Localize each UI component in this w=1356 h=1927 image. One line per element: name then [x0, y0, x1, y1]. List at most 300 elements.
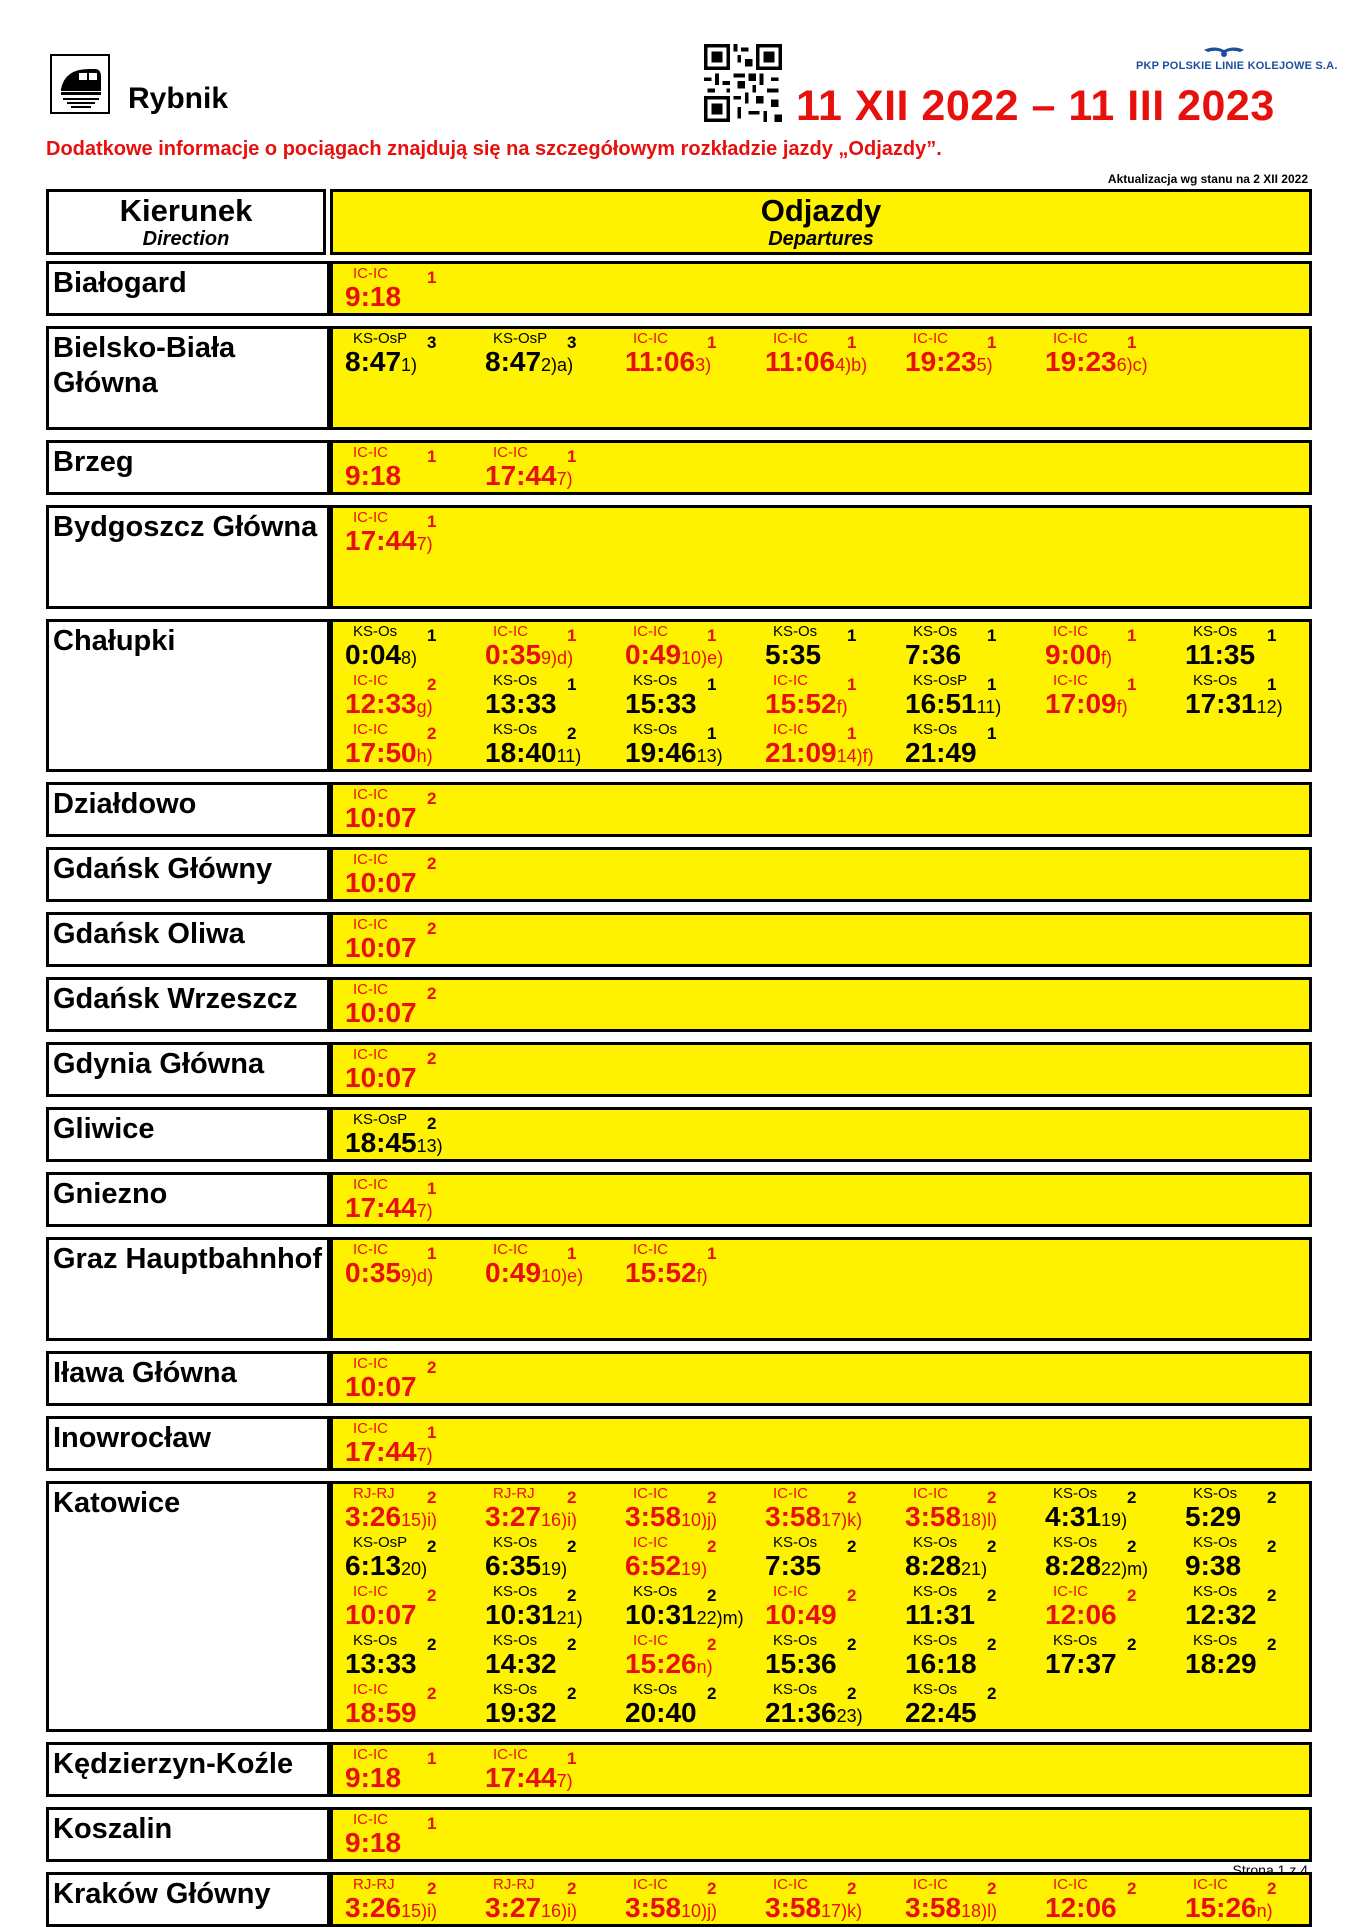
train-category: KS-Os: [353, 1632, 398, 1649]
departure-time-wrap: [905, 1550, 987, 1585]
footnote-marker: 8): [401, 648, 418, 668]
departure-entry: [337, 331, 477, 379]
departure-entry: [757, 1877, 897, 1925]
departure-time: 10:07: [345, 1599, 417, 1630]
platform-number: 1: [427, 447, 437, 466]
train-category: IC-IC: [773, 1485, 808, 1502]
platform-number: 1: [567, 1244, 577, 1263]
destination-name: Gdańsk Oliwa: [53, 918, 245, 950]
platform-number: 1: [427, 1749, 437, 1768]
update-date: Aktualizacja wg stanu na 2 XII 2022: [1107, 172, 1308, 186]
departure-time: 10:49: [765, 1599, 837, 1630]
departure-entry: [477, 1242, 617, 1290]
departure-entry: [1177, 624, 1317, 672]
departure-time: 12:33: [345, 688, 417, 719]
departure-time: 3:58: [625, 1501, 682, 1532]
departure-time: 17:09: [1045, 688, 1117, 719]
departure-time-wrap: [1185, 1550, 1241, 1585]
departure-entry: [477, 624, 617, 672]
departure-entry: [337, 1682, 477, 1730]
footnote-marker: 5): [976, 355, 993, 375]
footnote-marker: h): [416, 746, 433, 766]
departure-entry: [337, 510, 477, 558]
platform-number: 1: [707, 724, 717, 743]
train-category: KS-Os: [1193, 1583, 1238, 1600]
departure-entry: [477, 1535, 617, 1583]
departure-entry: [477, 1682, 617, 1730]
departure-time: 15:26: [625, 1648, 697, 1679]
train-category: KS-Os: [1053, 1534, 1098, 1551]
departure-time: 10:07: [345, 802, 417, 833]
train-category: KS-Os: [913, 721, 958, 738]
departure-time: 9:18: [345, 460, 402, 491]
company-name: PKP POLSKIE LINIE KOLEJOWE S.A.: [1136, 60, 1338, 72]
departure-entry: [617, 1633, 757, 1681]
platform-number: 1: [707, 1244, 717, 1263]
departure-time: 3:58: [905, 1892, 962, 1923]
departure-time: 17:31: [1185, 688, 1257, 719]
departure-entry: [1037, 331, 1177, 379]
departure-entry: [337, 852, 477, 900]
departure-time-wrap: [485, 639, 573, 674]
departure-time-wrap: [765, 1892, 862, 1927]
departure-time: 5:35: [765, 639, 822, 670]
departure-time: 3:27: [485, 1892, 542, 1923]
train-category: IC-IC: [633, 1241, 668, 1258]
platform-number: 2: [427, 984, 437, 1003]
train-category: IC-IC: [353, 1176, 388, 1193]
train-category: KS-Os: [773, 1632, 818, 1649]
platform-number: 2: [567, 1635, 577, 1654]
departure-time: 15:36: [765, 1648, 837, 1679]
departure-time: 12:06: [1045, 1599, 1117, 1630]
departure-time: 17:37: [1045, 1648, 1117, 1679]
platform-number: 3: [567, 333, 577, 352]
footnote-marker: 11): [556, 746, 582, 766]
platform-number: 2: [1267, 1586, 1277, 1605]
departure-time-wrap: [345, 1827, 401, 1862]
departure-time-wrap: [1045, 1550, 1148, 1585]
train-category: IC-IC: [773, 1876, 808, 1893]
platform-number: 1: [1127, 333, 1137, 352]
destination-name: Gdynia Główna: [53, 1048, 265, 1080]
departures-label-en: Departures: [768, 228, 874, 250]
departure-time-wrap: [345, 1697, 417, 1732]
info-notice: Dodatkowe informacje o pociągach znajdują się na szczegółowym rozkładzie jazdy „Odjazdy”.: [46, 138, 942, 160]
departure-time: 15:33: [625, 688, 697, 719]
departure-time: 3:26: [345, 1501, 402, 1532]
destination-name: Gniezno: [53, 1178, 168, 1210]
footnote-marker: 13): [416, 1136, 443, 1156]
departure-time: 12:06: [1045, 1892, 1117, 1923]
train-category: KS-OsP: [353, 330, 408, 347]
footnote-marker: 12): [1256, 697, 1283, 717]
train-category: IC-IC: [353, 1746, 388, 1763]
departure-time-wrap: [625, 1550, 707, 1585]
train-category: RJ-RJ: [353, 1876, 395, 1893]
footnote-marker: 3): [695, 355, 712, 375]
train-category: IC-IC: [913, 330, 948, 347]
departure-entry: [897, 624, 1037, 672]
departure-entry: [897, 1535, 1037, 1583]
platform-number: 1: [987, 333, 997, 352]
train-category: IC-IC: [633, 1485, 668, 1502]
train-category: KS-Os: [913, 623, 958, 640]
departure-time: 12:32: [1185, 1599, 1257, 1630]
destination-name: Inowrocław: [53, 1422, 211, 1454]
train-category: IC-IC: [353, 721, 388, 738]
destination-cell: [46, 1107, 330, 1162]
departures-cell: [330, 1481, 1312, 1732]
train-category: KS-Os: [633, 672, 678, 689]
departure-time-wrap: [345, 1762, 401, 1797]
departure-entry: [1037, 1584, 1177, 1632]
departure-time: 17:44: [345, 525, 417, 556]
platform-number: 1: [847, 675, 857, 694]
departure-time-wrap: [345, 688, 433, 723]
train-category: KS-OsP: [353, 1534, 408, 1551]
departure-entry: [1177, 1486, 1317, 1534]
destination-name: Iława Główna: [53, 1357, 237, 1389]
train-category: IC-IC: [1053, 1876, 1088, 1893]
train-category: KS-Os: [913, 1632, 958, 1649]
destination-cell: [46, 326, 330, 430]
train-category: IC-IC: [1193, 1876, 1228, 1893]
destination-cell: [46, 1351, 330, 1406]
destination-cell: [46, 1872, 330, 1927]
departure-entry: [337, 445, 477, 493]
qr-code: [704, 44, 782, 122]
train-category: RJ-RJ: [493, 1876, 535, 1893]
footnote-marker: 7): [416, 1445, 433, 1465]
departure-time-wrap: [765, 639, 821, 674]
departure-entry: [337, 1177, 477, 1225]
departures-cell: [330, 440, 1312, 495]
train-category: KS-Os: [353, 623, 398, 640]
departure-time-wrap: [765, 1648, 837, 1683]
departure-time-wrap: [485, 1599, 583, 1634]
footnote-marker: 10)j): [681, 1510, 718, 1530]
platform-number: 2: [847, 1488, 857, 1507]
departure-entry: [1037, 624, 1177, 672]
departure-entry: [617, 722, 757, 770]
departure-entry: [477, 1877, 617, 1925]
train-category: KS-Os: [773, 623, 818, 640]
departure-time: 0:35: [485, 639, 542, 670]
departure-time: 11:31: [905, 1599, 976, 1630]
platform-number: 2: [427, 1358, 437, 1377]
destination-name: Brzeg: [53, 446, 134, 478]
departure-time: 19:46: [625, 737, 697, 768]
train-category: IC-IC: [353, 981, 388, 998]
departure-time: 9:38: [1185, 1550, 1242, 1581]
departure-time: 21:36: [765, 1697, 837, 1728]
platform-number: 2: [987, 1537, 997, 1556]
departure-time: 16:51: [905, 688, 977, 719]
departures-label: Odjazdy: [760, 193, 882, 228]
departure-time: 19:23: [905, 346, 977, 377]
train-category: IC-IC: [353, 1241, 388, 1258]
departure-time: 15:52: [625, 1257, 697, 1288]
platform-number: 1: [427, 512, 437, 531]
train-category: IC-IC: [1053, 330, 1088, 347]
departure-time: 3:27: [485, 1501, 542, 1532]
departure-entry: [1037, 1535, 1177, 1583]
destination-name: Gdańsk Główny: [53, 853, 273, 885]
departure-time-wrap: [485, 1257, 583, 1292]
platform-number: 1: [1267, 626, 1277, 645]
departure-time: 18:29: [1185, 1648, 1257, 1679]
departure-entry: [1037, 1877, 1177, 1925]
departure-time: 8:28: [1045, 1550, 1102, 1581]
train-category: IC-IC: [353, 1355, 388, 1372]
departure-time: 0:49: [485, 1257, 542, 1288]
platform-number: 2: [1127, 1488, 1137, 1507]
platform-number: 1: [987, 724, 997, 743]
departure-time-wrap: [1045, 639, 1112, 674]
footnote-marker: n): [1256, 1901, 1273, 1921]
departure-time: 19:23: [1045, 346, 1117, 377]
departures-cell: [330, 326, 1312, 430]
departure-entry: [617, 1584, 757, 1632]
footnote-marker: 16)i): [541, 1510, 578, 1530]
platform-number: 2: [707, 1537, 717, 1556]
departure-time: 10:07: [345, 1062, 417, 1093]
departures-cell: [330, 1237, 1312, 1341]
departures-cell: [330, 912, 1312, 967]
departure-time: 8:28: [905, 1550, 962, 1581]
departure-time-wrap: [485, 1892, 577, 1927]
departures-cell: [330, 1807, 1312, 1862]
train-category: KS-Os: [1193, 1485, 1238, 1502]
footnote-marker: 22)m): [696, 1608, 744, 1628]
platform-number: 1: [1127, 675, 1137, 694]
departure-time: 11:06: [625, 346, 696, 377]
platform-number: 1: [707, 626, 717, 645]
train-category: IC-IC: [913, 1485, 948, 1502]
train-category: IC-IC: [493, 444, 528, 461]
destination-cell: [46, 261, 330, 316]
departure-time-wrap: [1045, 346, 1148, 381]
footnote-marker: 19): [1101, 1510, 1128, 1530]
departure-time: 9:18: [345, 281, 402, 312]
departure-time-wrap: [345, 932, 417, 967]
train-category: KS-Os: [773, 1534, 818, 1551]
platform-number: 1: [427, 1423, 437, 1442]
train-logo: [50, 54, 110, 114]
train-category: IC-IC: [353, 1583, 388, 1600]
platform-number: 1: [567, 626, 577, 645]
departure-time-wrap: [1185, 1648, 1257, 1683]
platform-number: 2: [847, 1586, 857, 1605]
departure-entry: [477, 445, 617, 493]
departure-entry: [337, 1747, 477, 1795]
departure-entry: [337, 1047, 477, 1095]
validity-period: 11 XII 2022 – 11 III 2023: [796, 82, 1275, 130]
departure-entry: [757, 1584, 897, 1632]
destination-cell: [46, 1237, 330, 1341]
train-category: KS-Os: [633, 1681, 678, 1698]
departure-time: 22:45: [905, 1697, 977, 1728]
departure-time-wrap: [765, 346, 867, 381]
departure-time-wrap: [625, 737, 723, 772]
departures-cell: [330, 619, 1312, 772]
departure-entry: [1037, 1633, 1177, 1681]
departure-time-wrap: [1185, 639, 1255, 674]
destination-cell: [46, 1042, 330, 1097]
departure-entry: [897, 722, 1037, 770]
departure-time-wrap: [905, 1648, 977, 1683]
departure-entry: [337, 1877, 477, 1925]
departure-time: 4:31: [1045, 1501, 1102, 1532]
train-icon: [55, 59, 105, 109]
departure-entry: [617, 1682, 757, 1730]
departure-time: 10:07: [345, 932, 417, 963]
departure-time: 3:26: [345, 1892, 402, 1923]
departures-cell: [330, 1351, 1312, 1406]
footnote-marker: g): [416, 697, 433, 717]
destination-cell: [46, 782, 330, 837]
platform-number: 2: [567, 1586, 577, 1605]
departure-time-wrap: [765, 1697, 863, 1732]
departure-time-wrap: [905, 639, 961, 674]
destination-cell: [46, 505, 330, 609]
departure-time-wrap: [485, 1648, 557, 1683]
departure-time: 20:40: [625, 1697, 697, 1728]
departure-time-wrap: [345, 1127, 443, 1162]
departure-entry: [897, 1584, 1037, 1632]
footnote-marker: 15)i): [401, 1510, 438, 1530]
platform-number: 2: [847, 1684, 857, 1703]
departure-entry: [897, 331, 1037, 379]
train-category: IC-IC: [633, 1876, 668, 1893]
station-name: Rybnik: [128, 82, 229, 115]
departure-entry: [757, 722, 897, 770]
destination-cell: [46, 1172, 330, 1227]
departure-time: 10:07: [345, 1371, 417, 1402]
platform-number: 2: [567, 1537, 577, 1556]
departure-time-wrap: [345, 281, 401, 316]
platform-number: 2: [427, 675, 437, 694]
train-category: IC-IC: [353, 786, 388, 803]
footnote-marker: 19): [541, 1559, 568, 1579]
departure-entry: [617, 624, 757, 672]
destination-name: Katowice: [53, 1487, 181, 1519]
train-category: KS-Os: [493, 672, 538, 689]
destination-cell: [46, 1742, 330, 1797]
platform-number: 2: [427, 724, 437, 743]
departure-time-wrap: [345, 802, 417, 837]
departure-time: 11:06: [765, 346, 836, 377]
platform-number: 1: [987, 675, 997, 694]
platform-number: 2: [1267, 1537, 1277, 1556]
departure-time: 9:18: [345, 1827, 402, 1858]
departure-entry: [1177, 1633, 1317, 1681]
footnote-marker: f): [1116, 697, 1128, 717]
destination-cell: [46, 619, 330, 772]
platform-number: 1: [427, 626, 437, 645]
departure-entry: [617, 1535, 757, 1583]
platform-number: 2: [707, 1586, 717, 1605]
departures-cell: [330, 782, 1312, 837]
departure-time-wrap: [1185, 1599, 1257, 1634]
direction-label-en: Direction: [142, 228, 230, 250]
departure-time-wrap: [765, 688, 848, 723]
departure-entry: [337, 787, 477, 835]
departure-entry: [757, 1486, 897, 1534]
footnote-marker: 6)c): [1116, 355, 1148, 375]
platform-number: 2: [987, 1635, 997, 1654]
footnote-marker: 10)e): [681, 648, 724, 668]
departure-time-wrap: [1185, 1892, 1273, 1927]
destination-name: Kędzierzyn-Koźle: [53, 1748, 294, 1780]
train-category: KS-Os: [1053, 1485, 1098, 1502]
departure-time: 10:07: [345, 997, 417, 1028]
platform-number: 2: [567, 1684, 577, 1703]
departure-entry: [337, 1112, 477, 1160]
footnote-marker: 4)b): [835, 355, 868, 375]
departure-time-wrap: [345, 867, 417, 902]
departure-entry: [337, 1584, 477, 1632]
departure-time-wrap: [905, 737, 977, 772]
train-category: KS-Os: [913, 1681, 958, 1698]
platform-number: 2: [987, 1586, 997, 1605]
departure-time-wrap: [625, 1697, 697, 1732]
train-category: KS-Os: [773, 1681, 818, 1698]
departure-time-wrap: [485, 1762, 573, 1797]
departure-time: 17:44: [345, 1436, 417, 1467]
departure-entry: [477, 1633, 617, 1681]
departure-entry: [617, 1877, 757, 1925]
departure-time-wrap: [625, 1892, 717, 1927]
departure-time-wrap: [625, 688, 697, 723]
train-category: IC-IC: [353, 672, 388, 689]
platform-number: 1: [1127, 626, 1137, 645]
platform-number: 1: [707, 333, 717, 352]
departure-time: 11:35: [1185, 639, 1256, 670]
departure-entry: [337, 266, 477, 314]
footnote-marker: 21): [961, 1559, 988, 1579]
train-category: IC-IC: [353, 1681, 388, 1698]
departure-time: 17:44: [485, 460, 557, 491]
departure-time: 14:32: [485, 1648, 557, 1679]
departure-entry: [897, 1682, 1037, 1730]
platform-number: 2: [567, 1488, 577, 1507]
train-category: IC-IC: [633, 1534, 668, 1551]
platform-number: 1: [427, 268, 437, 287]
platform-number: 2: [1127, 1635, 1137, 1654]
departure-time: 10:07: [345, 867, 417, 898]
footnote-marker: 18)l): [961, 1901, 998, 1921]
departure-time: 15:26: [1185, 1892, 1257, 1923]
departure-entry: [477, 1486, 617, 1534]
train-category: KS-Os: [1053, 1632, 1098, 1649]
qr-code-icon: [704, 44, 782, 122]
platform-number: 2: [427, 1586, 437, 1605]
departures-cell: [330, 1872, 1312, 1927]
departure-time-wrap: [1045, 1892, 1117, 1927]
departure-entry: [337, 1633, 477, 1681]
departure-time-wrap: [345, 1257, 433, 1292]
departure-time: 3:58: [765, 1501, 822, 1532]
destination-name: Graz Hauptbahnhof: [53, 1243, 323, 1275]
footnote-marker: 9)d): [401, 1266, 434, 1286]
footnote-marker: n): [696, 1657, 713, 1677]
departure-time: 6:13: [345, 1550, 402, 1581]
departure-time: 10:31: [625, 1599, 697, 1630]
train-category: KS-Os: [493, 1632, 538, 1649]
footnote-marker: 16)i): [541, 1901, 578, 1921]
